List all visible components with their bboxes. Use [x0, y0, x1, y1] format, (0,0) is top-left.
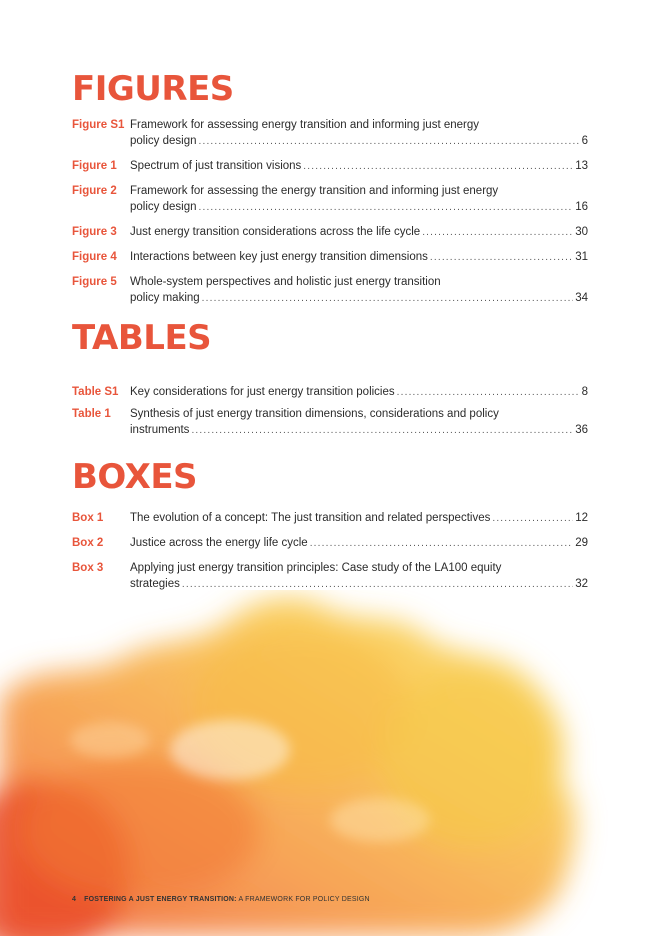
- toc-leader-line: [130, 510, 588, 527]
- toc-entry[interactable]: [72, 274, 588, 307]
- toc-entry-title-line: Synthesis of just energy transition dimensions, considerations and policy: [130, 408, 499, 420]
- toc-entry-label: Box 3: [72, 562, 104, 574]
- toc-leader-line: [130, 158, 588, 175]
- toc-entry-title: policy design: [130, 201, 197, 213]
- toc-entry[interactable]: [72, 560, 588, 593]
- footer-subtitle: A FRAMEWORK FOR POLICY DESIGN: [238, 896, 370, 903]
- toc-entry-title-line: Framework for assessing energy transition and informing just energy: [130, 119, 479, 131]
- toc-leader-line: [130, 384, 588, 401]
- toc-entry[interactable]: [72, 117, 588, 150]
- toc-leader-line: [130, 290, 588, 307]
- toc-entry[interactable]: [72, 158, 588, 175]
- toc-leader-line: [130, 133, 588, 150]
- boxes-heading: BOXES: [72, 457, 198, 497]
- figures-heading: FIGURES: [72, 69, 234, 109]
- page-footer: [72, 896, 370, 903]
- tables-list: [72, 384, 588, 439]
- toc-entry[interactable]: [72, 384, 588, 401]
- toc-leader-line: [130, 422, 588, 439]
- toc-entry[interactable]: [72, 535, 588, 552]
- toc-entry-body: [130, 560, 588, 593]
- toc-entry-body: [130, 406, 588, 439]
- toc-leader-line: [130, 224, 588, 241]
- toc-page-number: 13: [575, 160, 588, 172]
- footer-title: FOSTERING A JUST ENERGY TRANSITION:: [84, 896, 237, 903]
- toc-entry[interactable]: [72, 224, 588, 241]
- toc-entry-title: Just energy transition considerations across the life cycle: [130, 226, 421, 238]
- dot-leader: [202, 291, 574, 307]
- toc-entry-title: policy making: [130, 292, 200, 304]
- toc-page-number: 6: [581, 135, 588, 147]
- dot-leader: [198, 134, 579, 150]
- toc-page-number: 30: [575, 226, 588, 238]
- boxes-list: [72, 510, 588, 593]
- toc-entry-body: [130, 117, 588, 150]
- toc-page-number: 32: [575, 578, 588, 590]
- toc-entry-label: Figure 2: [72, 185, 117, 197]
- dot-leader: [397, 385, 580, 401]
- toc-entry-title-line: Whole-system perspectives and holistic just energy transition: [130, 276, 441, 288]
- toc-entry-body: [130, 249, 588, 266]
- dot-leader: [198, 200, 573, 216]
- toc-entry-title: Spectrum of just transition visions: [130, 160, 302, 172]
- dot-leader: [303, 159, 573, 175]
- toc-leader-line: [130, 535, 588, 552]
- toc-entry-title: strategies: [130, 578, 180, 590]
- toc-entry-title: Key considerations for just energy transition policies: [130, 386, 395, 398]
- toc-entry[interactable]: [72, 183, 588, 216]
- toc-entry[interactable]: [72, 406, 588, 439]
- toc-entry[interactable]: [72, 510, 588, 527]
- toc-entry-body: [130, 224, 588, 241]
- dot-leader: [191, 423, 573, 439]
- toc-entry-label: Figure 3: [72, 226, 117, 238]
- toc-entry-title-line: Framework for assessing the energy transition and informing just energy: [130, 185, 499, 197]
- page-number: 4: [72, 896, 77, 903]
- toc-entry-body: [130, 384, 588, 401]
- toc-leader-line: [130, 199, 588, 216]
- toc-page-number: 16: [575, 201, 588, 213]
- toc-page-number: 36: [575, 424, 588, 436]
- toc-entry-body: [130, 274, 588, 307]
- toc-entry-label: Box 2: [72, 537, 104, 549]
- dot-leader: [182, 577, 573, 593]
- toc-entry-title-line: Applying just energy transition principles: Case study of the LA100 equity: [130, 562, 502, 574]
- toc-page-number: 12: [575, 512, 588, 524]
- toc-entry-label: Figure S1: [72, 119, 125, 131]
- footer-separator: |: [79, 896, 82, 903]
- toc-entry-label: Figure 5: [72, 276, 117, 288]
- toc-leader-line: [130, 249, 588, 266]
- toc-page-number: 8: [581, 386, 588, 398]
- toc-entry-title: policy design: [130, 135, 197, 147]
- toc-entry-body: [130, 535, 588, 552]
- toc-page-number: 31: [575, 251, 588, 263]
- toc-entry-label: Figure 4: [72, 251, 117, 263]
- toc-entry-body: [130, 183, 588, 216]
- toc-entry-label: Figure 1: [72, 160, 117, 172]
- toc-entry-title: The evolution of a concept: The just transition and related perspectives: [130, 512, 491, 524]
- figures-list: [72, 117, 588, 307]
- watercolor-splash: [0, 590, 662, 936]
- dot-leader: [430, 250, 573, 266]
- toc-leader-line: [130, 576, 588, 593]
- toc-entry-title: instruments: [130, 424, 190, 436]
- toc-entry-body: [130, 510, 588, 527]
- toc-page-number: 34: [575, 292, 588, 304]
- toc-entry-label: Table 1: [72, 408, 111, 420]
- toc-page-number: 29: [575, 537, 588, 549]
- toc-entry-title: Interactions between key just energy transition dimensions: [130, 251, 428, 263]
- toc-entry-title: Justice across the energy life cycle: [130, 537, 308, 549]
- toc-entry-label: Box 1: [72, 512, 104, 524]
- dot-leader: [492, 511, 573, 527]
- toc-entry-body: [130, 158, 588, 175]
- tables-heading: TABLES: [72, 318, 212, 358]
- toc-entry-label: Table S1: [72, 386, 119, 398]
- toc-entry[interactable]: [72, 249, 588, 266]
- dot-leader: [422, 225, 573, 241]
- dot-leader: [310, 536, 574, 552]
